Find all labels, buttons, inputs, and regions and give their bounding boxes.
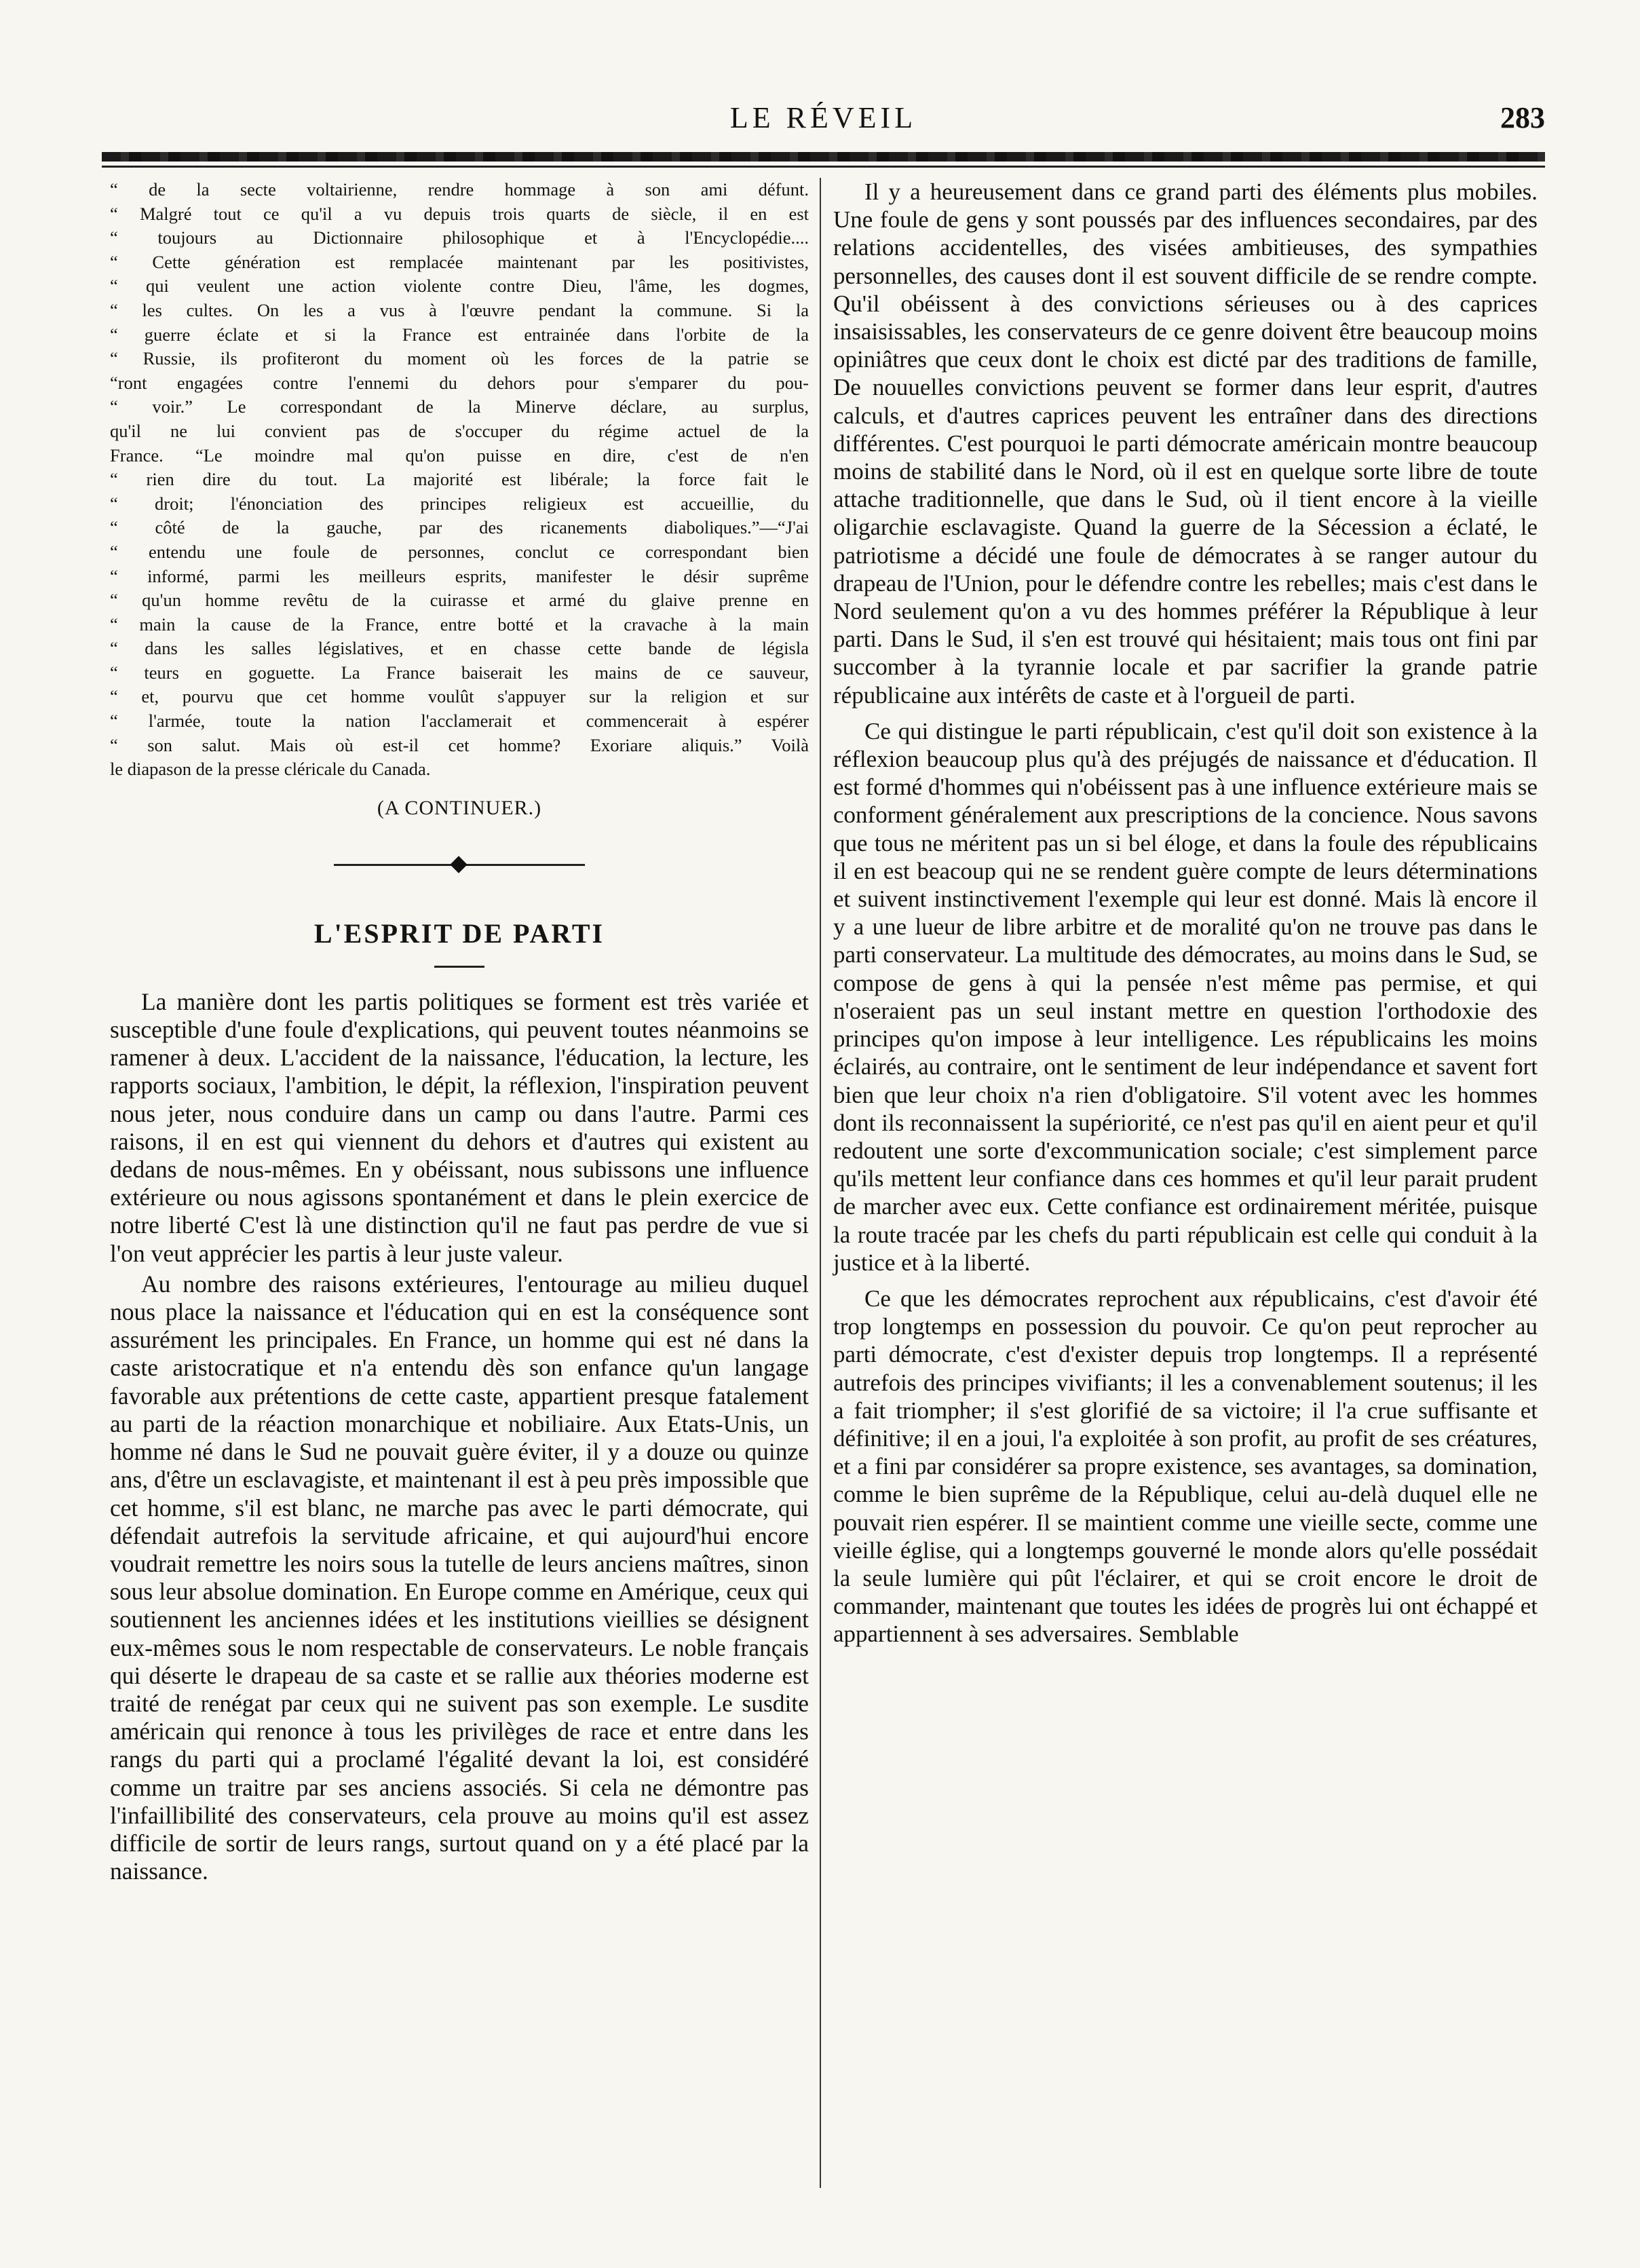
quote-line: “ guerre éclate et si la France est entrainée dans l'orbite de la (110, 324, 809, 345)
quote-line: France. “Le moindre mal qu'on puisse en dire, c'est de n'en (110, 445, 809, 466)
paragraph: Au nombre des raisons extérieures, l'entourage au milieu duquel nous place la naissance et l'éducation qui en est la conséquence sont assurément les principales. En France, un homme qui est né dans la caste aristocratique et n'a entendu dès son enfance qu'un langage favorable aux prétentions de cette caste, appartient presque fatalement au parti de la réaction monarchique et nobiliaire. Aux Etats-Unis, un homme né dans le Sud ne pouvait guère éviter, il y a douze ou quinze ans, d'être un esclavagiste, et maintenant il est à peu près impossible que cet homme, s'il est blanc, ne marche pas avec le parti démocrate, qui défendait autrefois la servitude africaine, et qui aujourd'hui encore voudrait remettre les noirs sous la tutelle de leurs anciens maîtres, sinon sous leur absolue domination. En Europe comme en Amérique, ceux qui soutiennent les anciennes idées et les institutions vieillies se désignent eux-mêmes sous le nom respectable de conservateurs. Le noble français qui déserte le drapeau de sa caste et se rallie aux théories moderne est traité de renégat par ceux qui ne suivent pas son exemple. Le susdite américain qui renonce à tous les privilèges de race et entre dans les rangs du parti qui a proclamé l'égalité devant la loi, est considéré comme un traitre par ses anciens associés. Si cela ne démontre pas l'infaillibilité des conservateurs, cela prouve au moins qu'il est assez difficile de sortir de leurs rangs, surtout quand on y a été placé par la naissance. (110, 1270, 809, 1885)
journal-title: LE RÉVEIL (729, 101, 917, 134)
paragraph: Ce qui distingue le parti républicain, c'est qu'il doit son existence à la réflexion beaucoup plus qu'à des préjugés de naissance et d'éducation. Il est formé d'hommes qui n'obéissent pas à une influence extérieure mais se conforment généralement aux prescriptions de la concience. Nous savons que tous ne méritent pas un si bel éloge, et dans la foule des républicains il en est beacoup qui ne se rendent guère compte de leurs déterminations et suivent instinctivement l'exemple qui leur est donné. Mais là encore il y a une lueur de libre arbitre et de moralité qu'on ne trouve pas dans le parti conservateur. La multitude des démocrates, au moins dans le Sud, se compose de gens à qui la pensée n'est même pas permise, et qui n'oseraient pas un seul instant mettre en question l'orthodoxie des principes qu'on impose à leur intelligence. Les républicains les moins éclairés, au contraire, ont le sentiment de leur indépendance et savent fort bien que leur choix n'a rien d'obligatoire. S'il votent avec les hommes dont ils reconnaissent la supériorité, ce n'est pas qu'il en aient peur et qu'il redoutent une sorte d'excommunication sociale; c'est simplement parce qu'ils mettent leur confiance dans ces hommes et qu'il leur parait prudent de marcher avec eux. Cette confiance est ordinairement méritée, puisque la route tracée par les chefs du parti républicain est celle qui conduit à la justice et à la liberté. (833, 717, 1538, 1276)
quote-line: “ de la secte voltairienne, rendre hommage à son ami défunt. (110, 179, 809, 200)
article-body-right (833, 178, 1538, 1648)
quote-line: “ voir.” Le correspondant de la Minerve déclare, au surplus, (110, 396, 809, 417)
quote-line: “ dans les salles législatives, et en chasse cette bande de législa (110, 638, 809, 659)
quote-line: “ et, pourvu que cet homme voulût s'appuyer sur la religion et sur (110, 686, 809, 707)
running-head (102, 95, 1545, 143)
quote-line: “ rien dire du tout. La majorité est libérale; la force fait le (110, 469, 809, 490)
quote-line: “ qui veulent une action violente contre Dieu, l'âme, les dogmes, (110, 276, 809, 297)
quote-line: “ Russie, ils profiteront du moment où les forces de la patrie se (110, 348, 809, 369)
section-ornament (110, 851, 809, 878)
continuation-note: (A CONTINUER.) (377, 796, 542, 819)
quote-line: “ droit; l'énonciation des principes religieux est accueillie, du (110, 493, 809, 514)
quote-line: “ informé, parmi les meilleurs esprits, manifester le désir suprême (110, 565, 809, 586)
quote-line: “ les cultes. On les a vus à l'œuvre pendant la commune. Si la (110, 299, 809, 320)
quote-line: “ son salut. Mais où est-il cet homme? Exoriare aliquis.” Voilà (110, 734, 809, 755)
column-divider (820, 178, 821, 2188)
header-rule-thin (102, 166, 1545, 168)
paragraph: Il y a heureusement dans ce grand parti des éléments plus mobiles. Une foule de gens y sont poussés par des influences secondaires, par des relations accidentelles, des visées ambitieuses, des sympathies personnelles, des causes dont il est souvent difficile de se rendre compte. Qu'il obéissent à des convictions sérieuses ou à des caprices insaisissables, les conservateurs de ce genre doivent être beaucoup moins opiniâtres que ceux dont le choix est dicté par des traditions de famille, De nouuelles convictions peuvent se former dans leur esprit, d'autres calculs, et d'autres caprices peuvent les entraîner dans des directions différentes. C'est pourquoi le parti démocrate américain montre beaucoup moins de stabilité dans le Nord, où il est en quelque sorte libre de toute attache traditionnelle, que dans le Sud, où il tient encore à la vieille oligarchie esclavagiste. Quand la guerre de la Sécession a éclaté, le patriotisme a décidé une foule de démocrates à se ranger autour du drapeau de l'Union, pour le défendre contre les rebelles; mais c'est dans le Nord seulement qu'on a vu des hommes préférer la République à leur parti. Dans le Sud, il s'en est trouvé qui hésitaient; mais tous ont fini par succomber à la tyrannie locale et par sacrifier la grande patrie républicaine aux intérêts de caste et à l'orgueil de parti. (833, 178, 1538, 708)
page-number: 283 (1500, 101, 1545, 134)
quote-line: “ l'armée, toute la nation l'acclamerait et commencerait à espérer (110, 711, 809, 732)
quote-line: “ront engagées contre l'ennemi du dehors pour s'emparer du pou- (110, 372, 809, 393)
quote-line: “ main la cause de la France, entre botté et la cravache à la main (110, 613, 809, 635)
paragraph: La manière dont les partis politiques se forment est très variée et susceptible d'une foule d'explications, qui peuvent toutes néanmoins se ramener à deux. L'accident de la naissance, l'éducation, la lecture, les rapports sociaux, l'ambition, le dépit, la réflexion, l'inspiration peuvent nous jeter, nous conduire dans un camp ou dans l'autre. Parmi ces raisons, il en est qui viennent du dehors et d'autres qui existent au dedans de nous-mêmes. En y obéissant, nous subissons une influence extérieure ou nous agissons spontanément et dans le plein exercice de notre liberté C'est là une distinction qu'il ne faut pas perdre de vue si l'on veut apprécier les partis à leur juste valeur. (110, 987, 809, 1267)
quote-line: “ qu'un homme revêtu de la cuirasse et armé du glaive prenne en (110, 590, 809, 611)
quote-line: “ Cette génération est remplacée maintenant par les positivistes, (110, 251, 809, 272)
quote-line: “ Malgré tout ce qu'il a vu depuis trois quarts de siècle, il en est (110, 203, 809, 224)
left-column (110, 178, 809, 1885)
quote-line: “ côté de la gauche, par des ricanements diaboliques.”—“J'ai (110, 517, 809, 538)
header-rule-thick (102, 152, 1545, 162)
quoted-passage (110, 178, 809, 782)
quote-line: “ teurs en goguette. La France baiserait les mains de ce sauveur, (110, 662, 809, 683)
ornament-diamond-icon (450, 856, 467, 873)
quote-line: “ toujours au Dictionnaire philosophique et à l'Encyclopédie.... (110, 227, 809, 248)
quote-line: “ entendu une foule de personnes, conclut ce correspondant bien (110, 541, 809, 562)
title-rule (434, 966, 484, 968)
article-title: L'ESPRIT DE PARTI (313, 918, 605, 949)
right-column (833, 178, 1538, 1648)
paragraph: Ce que les démocrates reprochent aux républicains, c'est d'avoir été trop longtemps en possession du pouvoir. Ce qu'on peut reprocher au parti démocrate, c'est d'exister depuis trop longtemps. Il a représenté autrefois des principes vivifiants; il les a convenablement soutenus; il les a fait triompher; il s'est glorifié de sa victoire; il l'a crue suffisante et définitive; il en a joui, l'a exploitée à son profit, au profit de ses créatures, et a fini par considérer sa propre existence, ses avantages, sa domination, comme le bien suprême de la République, celui au-delà duquel elle ne pouvait rien espérer. Il se maintient comme une vieille secte, comme une vieille église, qui a longtemps gouverné le monde alors qu'elle possédait la seule lumière qui pût l'éclairer, et qui se croit encore le droit de commander, maintenant que toutes les idées de progrès lui ont échappé et appartiennent à ses adversaires. Semblable (833, 1285, 1538, 1648)
quote-line: qu'il ne lui convient pas de s'occuper du régime actuel de la (110, 420, 809, 441)
quote-line: le diapason de la presse cléricale du Canada. (110, 759, 431, 780)
article-body-left (110, 988, 809, 1886)
